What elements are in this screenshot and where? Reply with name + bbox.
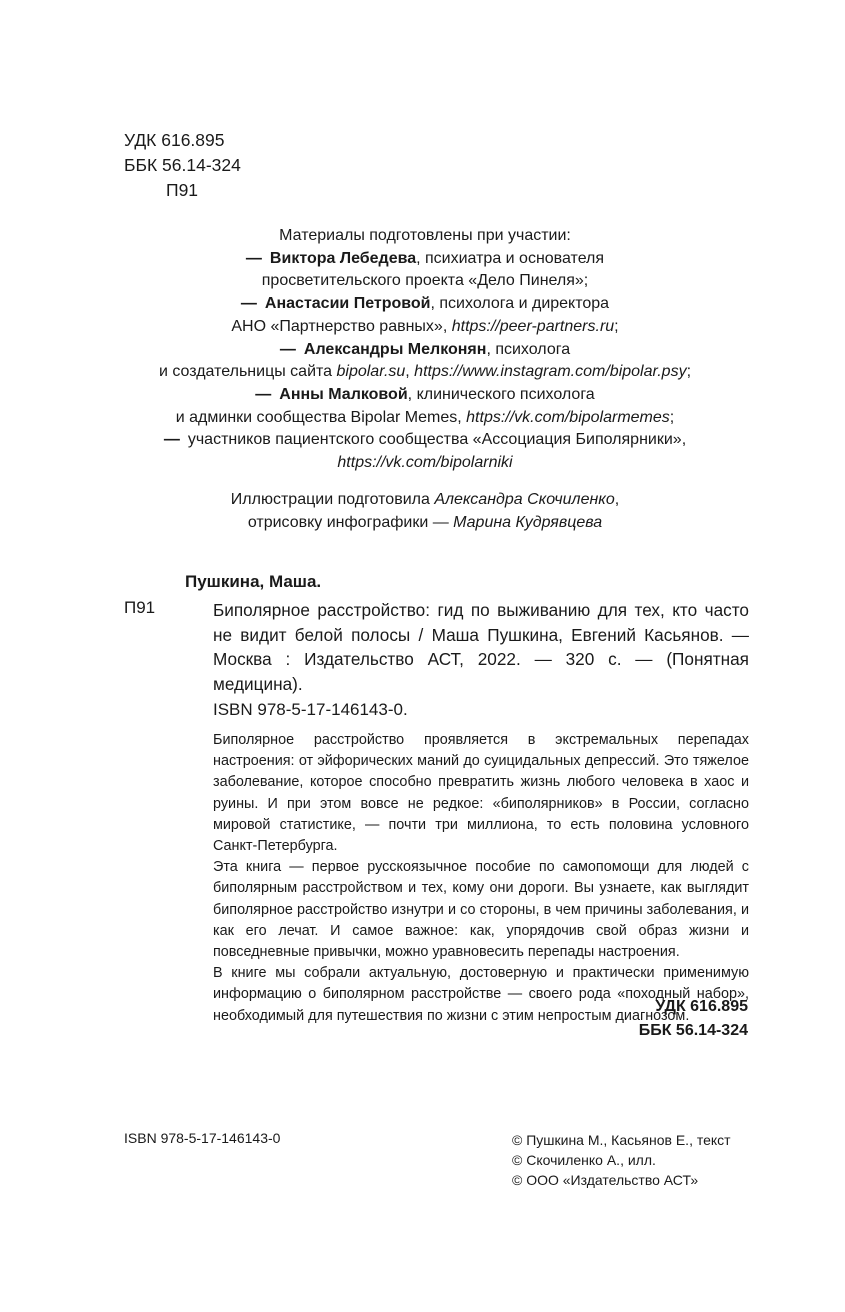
dash: — (255, 385, 272, 403)
top-classification-codes (124, 128, 241, 203)
catalog-isbn: ISBN 978-5-17-146143-0. (213, 700, 408, 719)
credit-name: Анастасии Петровой (264, 295, 431, 313)
bbk-code: ББК 56.14-324 (124, 155, 241, 175)
catalog-code: П91 (124, 598, 156, 617)
credit-line-2: — Анастасии Петровой, психолога и директора (240, 295, 610, 313)
copyright-line: © Скочиленко А., илл. (512, 1152, 656, 1168)
credits-block (100, 225, 750, 475)
udk-code: УДК 616.895 (124, 130, 225, 150)
credit-name: Виктора Лебедева (269, 249, 417, 267)
illustrator-name: Александра Скочиленко (434, 491, 615, 508)
copyright-line: © Пушкина М., Касьянов Е., текст (512, 1132, 731, 1148)
credit-line-5: — участников пациентского сообщества «Ассоциация Биполярники», (163, 431, 687, 449)
illustrations-credit: Иллюстрации подготовила Александра Скочиленко, отрисовку инфографики — Марина Кудрявцева (230, 491, 620, 531)
abstract-paragraph: Биполярное расстройство проявляется в экстремальных перепадах настроения: от эйфорических маний до суицидальных депрессий. Это тяжелое заболевание, которое способно превратить жизнь любого человека в хаос и руины. И при этом вовсе не редкое: «биполярников» в России, согласно мировой статистике, — почти три миллиона, то есть половина условного Санкт-Петербурга. (213, 732, 749, 855)
credit-line-2b: АНО «Партнерство равных», https://peer-partners.ru; (231, 317, 619, 335)
infographics-author-name: Марина Кудрявцева (453, 513, 603, 531)
credit-name: Анны Малковой (279, 385, 408, 403)
credit-line-3: — Александры Мелконян, психолога (279, 340, 571, 358)
copyright-line: © ООО «Издательство АСТ» (512, 1172, 699, 1188)
credits-intro: Материалы подготовлены при участии: (279, 227, 571, 244)
credit-line-1: — Виктора Лебедева, психиатра и основателя (245, 249, 605, 267)
bbk-code: ББК 56.14-324 (638, 1022, 748, 1039)
catalog-description: Биполярное расстройство: гид по выживанию для тех, кто часто не видит белой полосы / Маша Пушкина, Евгений Касьянов. — Москва : Издательство АСТ, 2022. — 320 с. — (Понятная медицина). (213, 600, 749, 694)
dash: — (279, 340, 296, 358)
footer-isbn: ISBN 978-5-17-146143-0 (124, 1130, 281, 1146)
credit-line-4b: и админки сообщества Bipolar Memes, https://vk.com/bipolarmemes; (175, 408, 675, 426)
bottom-classification-codes (639, 995, 748, 1043)
link: https://peer-partners.ru (451, 317, 615, 335)
dash: — (245, 249, 262, 267)
link: bipolar.su (336, 363, 406, 381)
credit-line-5b (100, 452, 750, 475)
abstract-paragraph: В книге мы собрали актуальную, достоверную и практически применимую информацию о биполярном расстройстве — своего рода «походный набор», необходимый для путешествия по жизни с этим непростым диагнозом. (213, 965, 749, 1024)
link: https://vk.com/bipolarmemes (466, 408, 670, 426)
dash: — (240, 295, 257, 313)
credit-line-3b: и создательницы сайта bipolar.su, https://www.instagram.com/bipolar.psy; (158, 363, 692, 381)
dash: — (163, 431, 180, 449)
copyright-block (512, 1130, 731, 1190)
link: https://vk.com/bipolarniki (337, 454, 513, 472)
udk-code: УДК 616.895 (655, 998, 748, 1015)
author-sign-code: П91 (166, 180, 199, 200)
credit-name: Александры Мелконян (303, 340, 487, 358)
abstract (213, 730, 749, 1027)
catalog-author: Пушкина, Маша. (185, 572, 322, 591)
credit-line-1b: просветительского проекта «Дело Пинеля»; (261, 272, 589, 290)
credit-line-4: — Анны Малковой, клинического психолога (255, 385, 595, 403)
link: https://www.instagram.com/bipolar.psy (414, 363, 687, 381)
abstract-paragraph: Эта книга — первое русскоязычное пособие по самопомощи для людей с биполярным расстройством и тех, кому они дороги. Вы узнаете, как выглядит биполярное расстройство изнутри и со стороны, в чем причины заболевания, и как его лечат. И самое важное: как, упорядочив свой образ жизни и повседневные привычки, можно уравновесить перепады настроения. (213, 859, 749, 961)
